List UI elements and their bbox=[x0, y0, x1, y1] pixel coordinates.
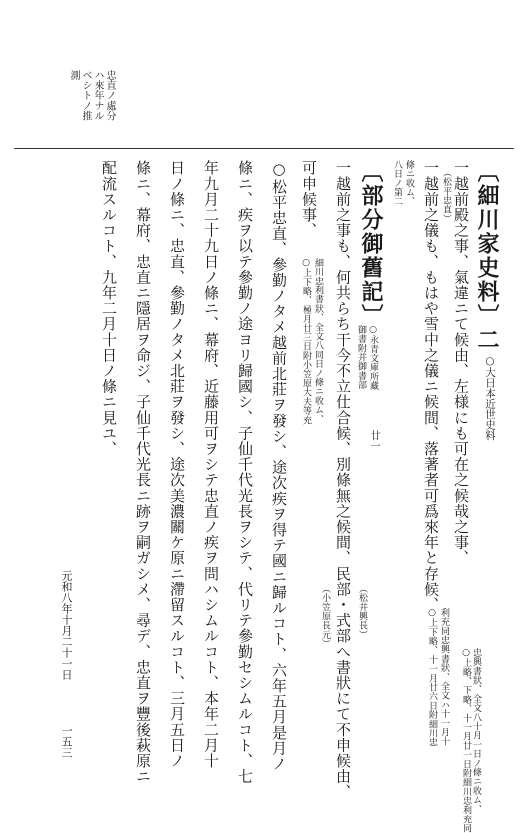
header-rule bbox=[14, 148, 514, 149]
body-line-3: 年九月二十九日ノ條ニ、幕府、近藤用可ヲシテ忠直ノ疾ヲ問ハシムルコト、本年二月十 bbox=[202, 160, 220, 769]
section1-line1: 一越前殿之事、氣違ニて候由、左様にも可在之候哉之事、 bbox=[452, 160, 470, 566]
header-note-3: ベシトノ推 bbox=[80, 70, 91, 121]
header-note-4: 測 bbox=[68, 70, 79, 81]
section1-note1-a: ○上略、下略、十一月廿一日附細川忠利充同 bbox=[461, 648, 471, 833]
section2-number: 廿一 bbox=[369, 430, 381, 451]
section1-note3-a: 八日ノ第二 bbox=[392, 160, 402, 206]
section2-line2-note-a: ○上下略、極月廿三日附小笠原大夫等充 bbox=[301, 258, 311, 425]
body-line-5: 條ニ、幕府、忠直ニ隱居ヲ命ジ、子仙千代光長ニ跡ヲ嗣ガシメ、尋デ、忠直ヲ豐後萩原ニ bbox=[134, 160, 152, 784]
section2-line1-annotation-a: （小笠原長元） bbox=[320, 584, 330, 649]
section2-line2-note-b: 細川忠利書狀、全文八同日ノ條ニ收ム、 bbox=[313, 258, 323, 424]
section2-owner-b: ○永青文庫所藏 bbox=[368, 325, 378, 391]
page-number: 一五三 bbox=[60, 725, 73, 758]
header-note-2: ハ來年ナル bbox=[92, 70, 103, 121]
footer-date: 元和八年十月二十一日 bbox=[60, 570, 73, 680]
section2-line1: 一越前之事も、何共らち干今不立仕合候、別條無之候間、民部・式部へ書狀にて不申候由、 bbox=[334, 160, 352, 800]
section1-annotation: （松平忠直） bbox=[441, 168, 451, 224]
section1-note1-b: 忠興書狀、全文八十月一日ノ條ニ收ム、 bbox=[471, 648, 481, 814]
section1-note2-a: ○上下略、十一月廿六日附細川忠 bbox=[427, 608, 437, 747]
section1-title: 〔細川家史料〕二 bbox=[474, 160, 500, 352]
section1-source: ○大日本近世史料 bbox=[484, 355, 496, 441]
body-line-2: 條ニ、疾ヲ以テ參勤ノ途ヨリ歸國シ、子仙千代光長ヲシテ、代リテ參勤セシムルコト、七 bbox=[236, 160, 254, 784]
section1-note2-b: 利充同忠興書狀、全文ハ十一月十 bbox=[439, 608, 449, 746]
section1-line2: 一越前之儀も、もはや雪中之儀ニ候間、落著者可爲來年と存候、 bbox=[422, 160, 440, 613]
body-line-4: 日ノ條ニ、忠直、參勤ノタメ北莊ヲ發シ、途次美濃關ケ原ニ滯留スルコト、三月五日ノ bbox=[168, 160, 186, 769]
section2-line1-annotation-b: （松井興長） bbox=[357, 584, 367, 640]
section2-title: 〔部分御舊記〕 bbox=[358, 160, 384, 328]
header-note-1: 忠直ノ處分 bbox=[104, 70, 115, 121]
section2-line2: 可申候事、 bbox=[300, 160, 318, 238]
body-line-1: ○松平忠直、參勤ノタメ越前北莊ヲ發シ、途次疾ヲ得テ國ニ歸ルコト、六年五月是月ノ bbox=[270, 160, 288, 772]
section1-note3-b: 條ニ收ム、 bbox=[404, 160, 414, 206]
section2-owner-a: 御書附并御書部 bbox=[356, 325, 366, 390]
body-line-6: 配流スルコト、九年二月十日ノ條ニ見ユ、 bbox=[100, 160, 118, 457]
